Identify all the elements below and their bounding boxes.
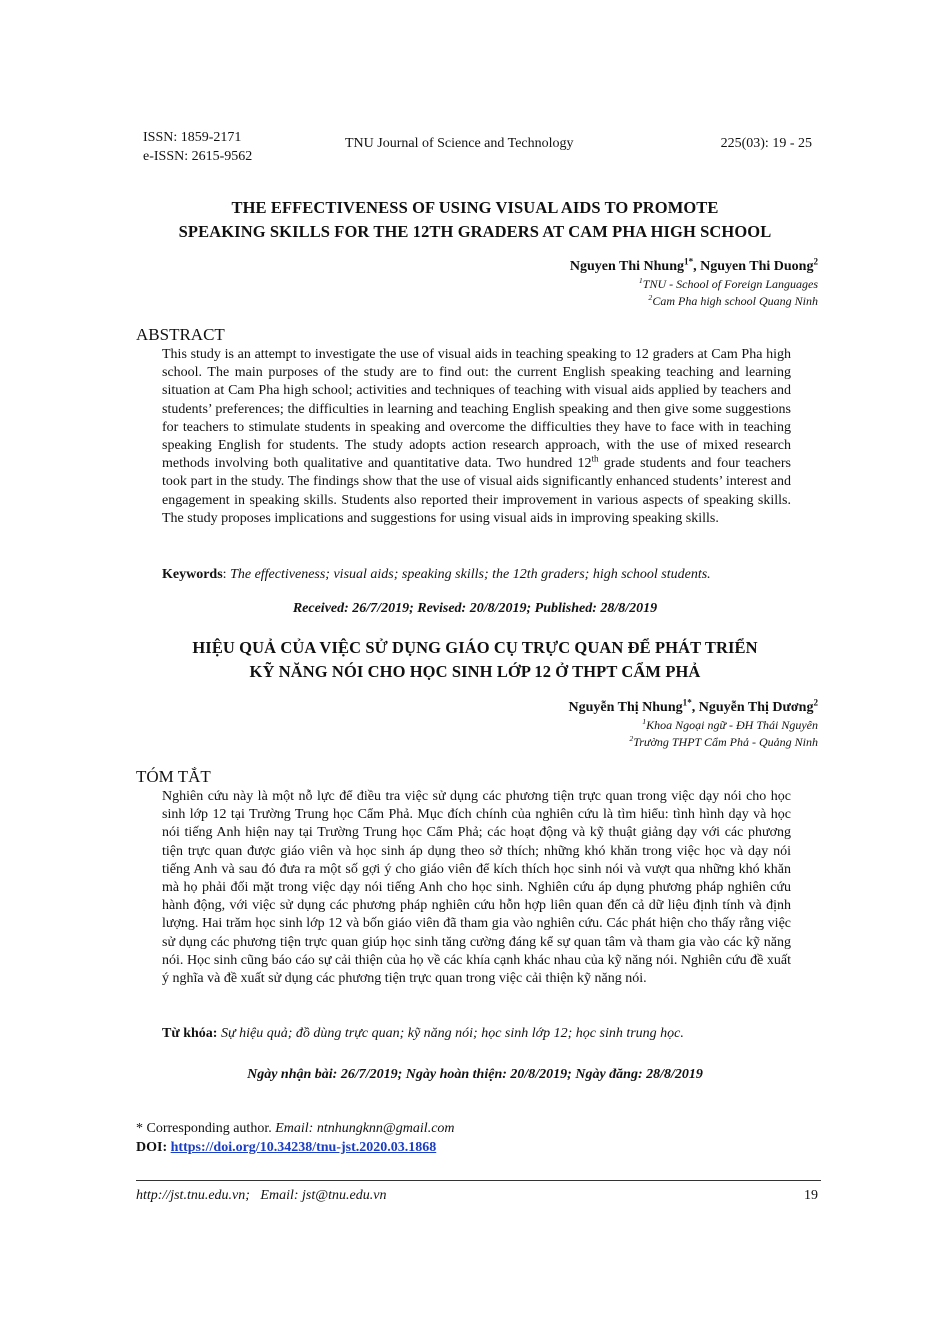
vietnamese-abstract-body: Nghiên cứu này là một nỗ lực để điều tra việc sử dụng các phương tiện trực quan trong việc dạy nói cho học sinh lớp 12 tại Trường Trung học Cẩm Phả. Mục đích chính của nghiên cứu là tìm hiểu: tình hình dạy và học nói tiếng Anh hiện nay tại Trường Trung học Cẩm Phả; các hoạt động và kỹ thuật giảng dạy với các phương tiện trực quan được giáo viên và học sinh áp dụng theo sở thích; những khó khăn trong việc học và dạy nói tiếng Anh và sau đó đưa ra một số gợi ý cho giáo viên để kích thích học sinh nói và vượt qua những khó khăn mà họ phải đối mặt trong việc dạy nói tiếng Anh cho học sinh. Nghiên cứu áp dụng phương pháp nghiên cứu hành động, với việc sử dụng các phương pháp nghiên cứu hỗn hợp liên quan đến cả dữ liệu định tính và định lượng. Hai trăm học sinh lớp 12 và bốn giáo viên đã tham gia vào nghiên cứu. Các phát hiện cho thấy rằng việc sử dụng các phương tiện trực quan giúp học sinh tăng cường đáng kể sự quan tâm và tham gia vào các kỹ năng nói. Học sinh cũng báo cáo sự cải thiện của họ về các khía cạnh khác nhau của kỹ năng nói. Nghiên cứu đề xuất ý nghĩa và đề xuất sử dụng các phương tiện trực quan trong việc cải thiện kỹ năng nói. bbox=[162, 789, 791, 987]
abstract-text-part2: grade students and four teachers took part in the study. The findings show that the use of visual aids significantly enhanced students’ interest and engagement in speaking skills. Students also reported their improvement in various aspects of speaking skills. The study proposes implications and suggestions for using visual aids in improving speaking skills. bbox=[162, 456, 791, 526]
abstract-heading: ABSTRACT bbox=[136, 325, 225, 344]
english-dates: Received: 26/7/2019; Revised: 20/8/2019; Published: 28/8/2019 bbox=[292, 601, 658, 616]
author-separator: , bbox=[693, 259, 701, 274]
abstract-ordinal: th bbox=[591, 453, 599, 464]
vietnamese-title-line1: HIỆU QUẢ CỦA VIỆC SỬ DỤNG GIÁO CỤ TRỰC QUAN ĐỂ PHÁT TRIỂN bbox=[192, 638, 758, 657]
vn-keywords-text: Sự hiệu quả; đồ dùng trực quan; kỹ năng nói; học sinh lớp 12; học sinh trung học. bbox=[217, 1026, 684, 1041]
corresponding-prefix: * Corresponding author. bbox=[136, 1121, 276, 1136]
vn-author-separator: , bbox=[691, 700, 699, 715]
vn-affil-2-mark: 2 bbox=[629, 734, 634, 743]
affil-2-text: Cam Pha high school Quang Ninh bbox=[652, 294, 818, 308]
journal-name: TNU Journal of Science and Technology bbox=[345, 136, 574, 151]
keywords-colon: : bbox=[222, 567, 231, 582]
affil-1-text: TNU - School of Foreign Languages bbox=[642, 277, 818, 291]
english-affiliation-1 bbox=[639, 276, 818, 292]
vn-author-1-affil-mark: 1* bbox=[682, 697, 692, 708]
footer-links[interactable]: http://jst.tnu.edu.vn; Email: jst@tnu.edu.vn bbox=[136, 1188, 387, 1203]
english-title bbox=[120, 196, 830, 244]
vn-author-2-affil-mark: 2 bbox=[813, 697, 818, 708]
vietnamese-abstract-heading: TÓM TẮT bbox=[136, 767, 211, 786]
vn-affil-2-text: Trường THPT Cẩm Phả - Quảng Ninh bbox=[633, 735, 818, 749]
vietnamese-dates: Ngày nhận bài: 26/7/2019; Ngày hoàn thiện: 20/8/2019; Ngày đăng: 28/8/2019 bbox=[247, 1067, 703, 1082]
email-label: Email: bbox=[275, 1121, 314, 1136]
author-2: Nguyen Thi Duong bbox=[700, 259, 814, 274]
abstract-text-part1: This study is an attempt to investigate the use of visual aids in teaching speaking to 12 graders at Cam Pha high school. The main purposes of the study are to find out: the current English speaking teaching and learning situation at Cam Pha high school; activities and techniques of teaching with visual aids applied by teachers and students’ preferences; the difficulties in learning and teaching English speaking and then give some suggestions for teachers to stimulate students in speaking and overcome the difficulties they have to face with in teaching speaking English for students. The study adopts action research approach, with the use of mixed research methods involving both qualitative and quantitative data. Two hundred 12 bbox=[162, 347, 791, 472]
english-title-line2: SPEAKING SKILLS FOR THE 12TH GRADERS AT CAM PHA HIGH SCHOOL bbox=[178, 222, 772, 241]
vn-affil-1-mark: 1 bbox=[642, 717, 647, 726]
affil-1-mark: 1 bbox=[638, 276, 643, 285]
page-number: 19 bbox=[804, 1188, 818, 1203]
vn-author-2: Nguyễn Thị Dương bbox=[698, 700, 814, 715]
english-title-line1: THE EFFECTIVENESS OF USING VISUAL AIDS TO PROMOTE bbox=[231, 198, 719, 217]
keywords bbox=[162, 566, 791, 584]
doi-line bbox=[136, 1139, 436, 1157]
issn: ISSN: 1859-2171 bbox=[143, 130, 242, 145]
author-2-affil-mark: 2 bbox=[813, 256, 818, 267]
volume-pages: 225(03): 19 - 25 bbox=[720, 136, 812, 151]
vn-author-1: Nguyễn Thị Nhung bbox=[568, 700, 683, 715]
keywords-text: The effectiveness; visual aids; speaking skills; the 12th graders; high school students. bbox=[230, 567, 711, 582]
corresponding-author-note bbox=[136, 1120, 455, 1138]
author-1: Nguyen Thi Nhung bbox=[569, 259, 685, 274]
affil-2-mark: 2 bbox=[648, 293, 653, 302]
vn-keywords-label: Từ khóa: bbox=[162, 1026, 218, 1041]
vietnamese-authors bbox=[569, 699, 819, 717]
vn-affil-1-text: Khoa Ngoại ngữ - ĐH Thái Nguyên bbox=[646, 718, 818, 732]
footer-rule bbox=[136, 1180, 821, 1181]
vietnamese-title-line2: KỸ NĂNG NÓI CHO HỌC SINH LỚP 12 Ở THPT CẨM PHẢ bbox=[249, 662, 701, 681]
author-1-affil-mark: 1* bbox=[684, 256, 694, 267]
eissn: e-ISSN: 2615-9562 bbox=[143, 149, 253, 164]
doi-link[interactable]: https://doi.org/10.34238/tnu-jst.2020.03.1868 bbox=[170, 1140, 437, 1155]
doi-label: DOI: bbox=[136, 1140, 171, 1155]
vietnamese-affiliation-1 bbox=[642, 717, 818, 733]
vietnamese-affiliation-2 bbox=[629, 734, 818, 750]
vietnamese-title bbox=[120, 636, 830, 684]
abstract-body bbox=[162, 346, 791, 528]
corresponding-email[interactable]: ntnhungknn@gmail.com bbox=[313, 1121, 455, 1136]
english-affiliation-2 bbox=[648, 293, 818, 309]
english-authors bbox=[570, 258, 818, 276]
keywords-label: Keywords bbox=[162, 567, 223, 582]
vietnamese-keywords bbox=[162, 1025, 791, 1043]
